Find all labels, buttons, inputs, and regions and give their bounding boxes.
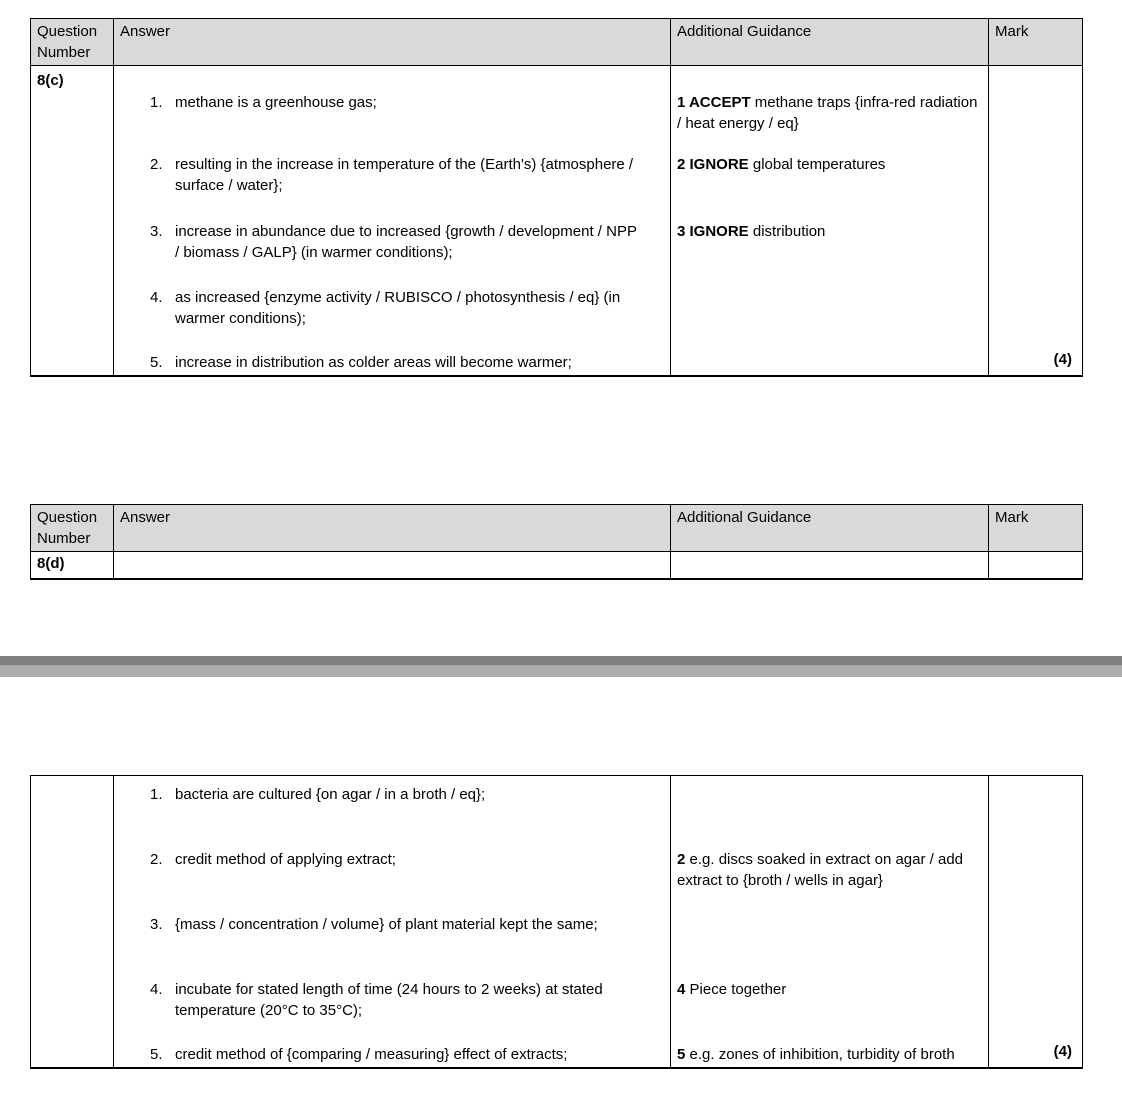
guidance-note	[671, 352, 989, 375]
guidance-note	[671, 914, 989, 979]
point-text: increase in abundance due to increased {growth / development / NPP / biomass / GALP} (in warmer conditions);	[175, 223, 637, 261]
guidance-note	[671, 979, 989, 1044]
guidance-note	[671, 221, 989, 287]
mark-cell-empty	[989, 552, 1082, 578]
guidance-note	[671, 849, 989, 914]
point-number: 2.	[150, 851, 163, 868]
guidance-text: e.g. discs soaked in extract on agar / add extract to {broth / wells in agar}	[677, 851, 964, 889]
mark-scheme-table-8c	[30, 18, 1083, 377]
header-question-number: Question Number	[31, 505, 114, 552]
point-number: 4.	[150, 981, 163, 998]
point-text: bacteria are cultured {on agar / in a broth / eq};	[175, 786, 486, 803]
answer-point	[114, 849, 671, 914]
mark-cell: (4)	[1053, 1043, 1072, 1060]
header-answer: Answer	[114, 19, 671, 66]
answer-point	[114, 1044, 671, 1067]
answer-point	[114, 154, 671, 221]
point-number: 5.	[150, 1046, 163, 1063]
point-number: 2.	[150, 156, 163, 173]
point-text: increase in distribution as colder areas will become warmer;	[175, 354, 572, 371]
answer-point	[114, 352, 671, 375]
mark-scheme-table-continuation	[30, 775, 1083, 1069]
guidance-note	[671, 776, 989, 849]
question-number-cell: 8(c)	[31, 66, 114, 375]
question-number-cell	[31, 776, 114, 1067]
guidance-prefix: 1 ACCEPT	[677, 94, 751, 111]
header-answer: Answer	[114, 505, 671, 552]
guidance-text: methane traps {infra-red radiation / heat energy / eq}	[677, 94, 978, 132]
point-text: credit method of applying extract;	[175, 851, 396, 868]
guidance-note	[671, 66, 989, 154]
guidance-prefix: 4	[677, 981, 686, 998]
question-number-cell: 8(d)	[31, 552, 114, 578]
point-text: credit method of {comparing / measuring} effect of extracts;	[175, 1046, 568, 1063]
answer-point	[114, 287, 671, 352]
guidance-text: Piece together	[685, 981, 787, 998]
guidance-note	[671, 1044, 989, 1067]
answer-point	[114, 66, 671, 154]
guidance-prefix: 3 IGNORE	[677, 223, 749, 240]
guidance-prefix: 2 IGNORE	[677, 156, 749, 173]
guidance-cell-empty	[671, 552, 989, 578]
guidance-text: distribution	[748, 223, 826, 240]
guidance-prefix: 2	[677, 851, 686, 868]
answer-point	[114, 979, 671, 1044]
header-additional-guidance: Additional Guidance	[671, 19, 989, 66]
point-text: methane is a greenhouse gas;	[175, 94, 377, 111]
mark-cell: (4)	[1053, 351, 1072, 368]
point-number: 1.	[150, 94, 163, 111]
point-number: 3.	[150, 223, 163, 240]
guidance-prefix: 5	[677, 1046, 686, 1063]
point-number: 3.	[150, 916, 163, 933]
point-text: {mass / concentration / volume} of plant material kept the same;	[175, 916, 598, 933]
guidance-note	[671, 287, 989, 352]
header-additional-guidance: Additional Guidance	[671, 505, 989, 552]
point-number: 5.	[150, 354, 163, 371]
point-number: 4.	[150, 289, 163, 306]
point-number: 1.	[150, 786, 163, 803]
point-text: resulting in the increase in temperature of the (Earth's) {atmosphere / surface / water};	[175, 156, 634, 194]
guidance-text: global temperatures	[748, 156, 886, 173]
answer-cell-empty	[114, 552, 671, 578]
mark-scheme-table-8d	[30, 504, 1083, 580]
guidance-note	[671, 154, 989, 221]
point-text: incubate for stated length of time (24 hours to 2 weeks) at stated temperature (20°C to 35°C);	[175, 981, 603, 1019]
page-break-divider	[0, 656, 1122, 677]
header-question-number: Question Number	[31, 19, 114, 66]
header-mark: Mark	[989, 19, 1082, 66]
point-text: as increased {enzyme activity / RUBISCO / photosynthesis / eq} (in warmer conditions);	[175, 289, 621, 327]
header-mark: Mark	[989, 505, 1082, 552]
answer-point	[114, 914, 671, 979]
answer-point	[114, 221, 671, 287]
answer-point	[114, 776, 671, 849]
guidance-text: e.g. zones of inhibition, turbidity of broth	[685, 1046, 955, 1063]
mark-scheme-page	[0, 18, 1122, 1069]
